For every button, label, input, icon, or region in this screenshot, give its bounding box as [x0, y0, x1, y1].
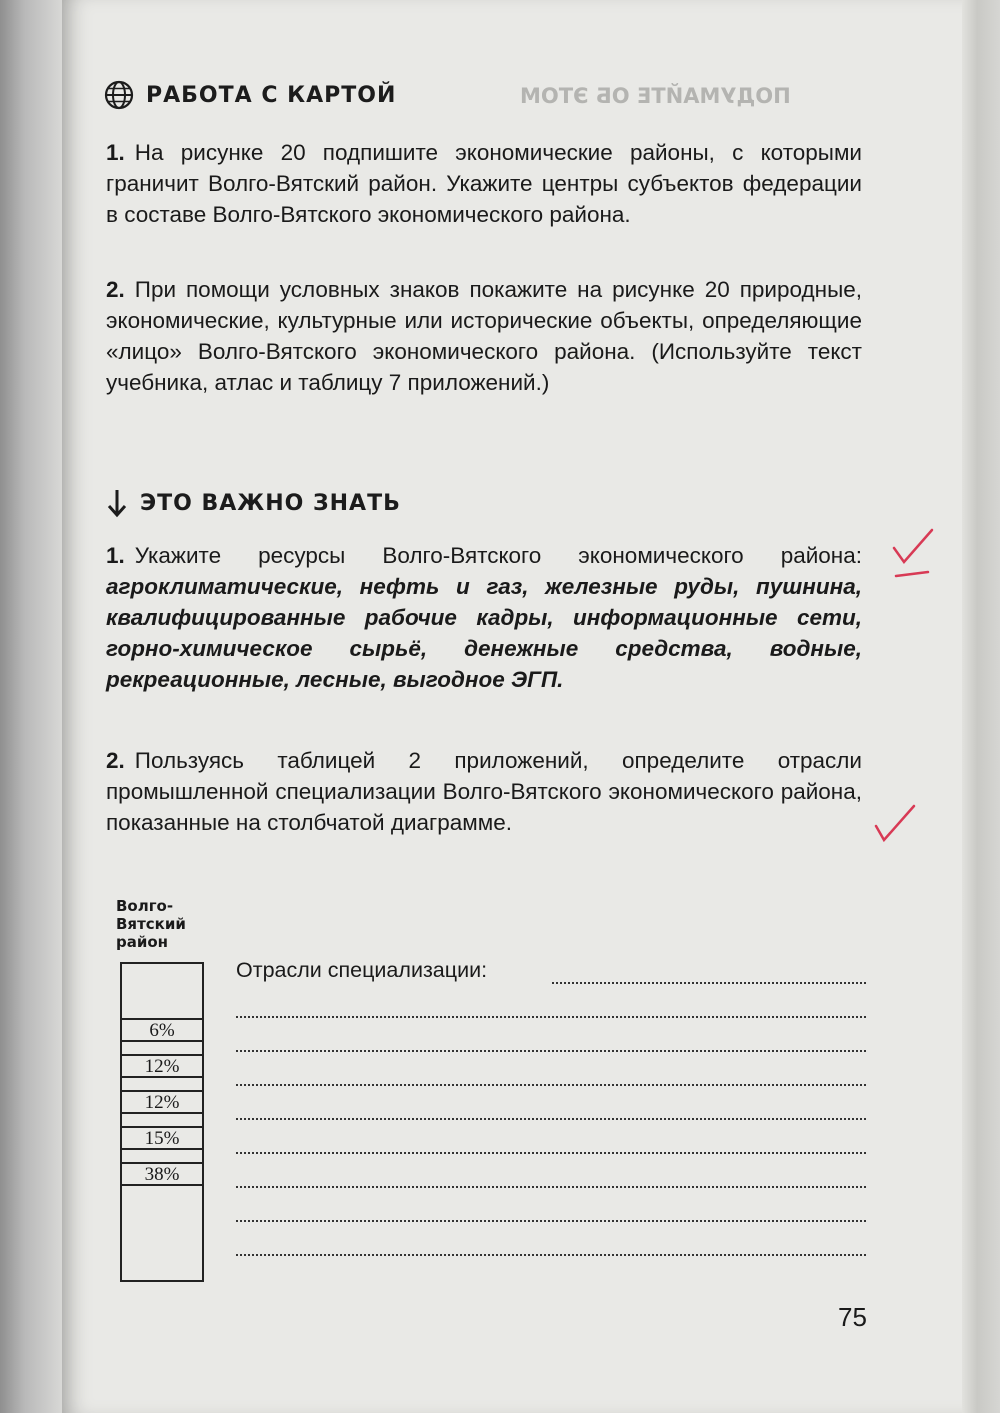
bar-segment-label: 6%	[122, 1018, 202, 1042]
task-number: 1.	[106, 140, 125, 165]
section-title-important: ЭТО ВАЖНО ЗНАТЬ	[140, 490, 401, 516]
answer-line-8[interactable]	[236, 1220, 866, 1222]
task-number: 2.	[106, 748, 125, 773]
red-checkmark-2	[870, 800, 920, 848]
answer-line-3[interactable]	[236, 1050, 866, 1052]
answer-line-4[interactable]	[236, 1084, 866, 1086]
answer-line-2[interactable]	[236, 1016, 866, 1018]
bar-segment-label: 12%	[122, 1054, 202, 1078]
map-task-1	[106, 137, 862, 230]
task-text: Пользуясь таблицей 2 приложений, определите отрасли промышленной специализации Волго-Вятского экономического района, показанные на столбчатой диаграмме.	[106, 748, 862, 835]
answer-line-1[interactable]	[552, 982, 866, 984]
important-task-2	[106, 745, 862, 838]
important-task-1	[106, 540, 862, 695]
chart-title: Волго-Вятский район	[116, 897, 186, 951]
section-header-map	[104, 80, 396, 110]
globe-icon	[104, 80, 134, 110]
bar-segment-label: 38%	[122, 1162, 202, 1186]
bar-segment-label: 12%	[122, 1090, 202, 1114]
map-task-2	[106, 274, 862, 398]
page-number: 75	[838, 1302, 867, 1332]
section-header-important	[106, 488, 401, 518]
task-text: При помощи условных знаков покажите на рисунке 20 природные, экономические, культурные или исторические объекты, определяющие «лицо» Волго-Вятского экономического района. (Используйте текст учебника, атлас и таблицу 7 приложений.)	[106, 277, 862, 395]
answer-line-5[interactable]	[236, 1118, 866, 1120]
arrow-down-icon	[106, 488, 128, 518]
stacked-bar-chart	[120, 962, 204, 1282]
task-number: 1.	[106, 543, 125, 568]
specialization-label: Отрасли специализации:	[236, 958, 491, 983]
bar-segment-label: 15%	[122, 1126, 202, 1150]
red-checkmark-1	[888, 526, 938, 582]
task-number: 2.	[106, 277, 125, 302]
page-edge	[962, 0, 1000, 1413]
answer-line-7[interactable]	[236, 1186, 866, 1188]
task-prompt: Укажите ресурсы Волго-Вятского экономического района:	[134, 543, 862, 568]
task-answers: агроклиматические, нефть и газ, железные руды, пушнина, квалифицированные рабочие кадры, информационные сети, горно-химическое сырьё, денежные средства, водные, рекреационные, лесные, выгодное ЭГП.	[106, 574, 862, 692]
answer-line-6[interactable]	[236, 1152, 866, 1154]
book-spine	[0, 0, 62, 1413]
bleed-through-heading: ПОДУМАЙТЕ ОБ ЭТОМ	[520, 84, 791, 108]
answer-line-9[interactable]	[236, 1254, 866, 1256]
section-title-map: РАБОТА С КАРТОЙ	[146, 82, 397, 108]
task-text: На рисунке 20 подпишите экономические районы, с которыми граничит Волго-Вятский район. Укажите центры субъектов федерации в составе Волго-Вятского экономического района.	[106, 140, 862, 227]
